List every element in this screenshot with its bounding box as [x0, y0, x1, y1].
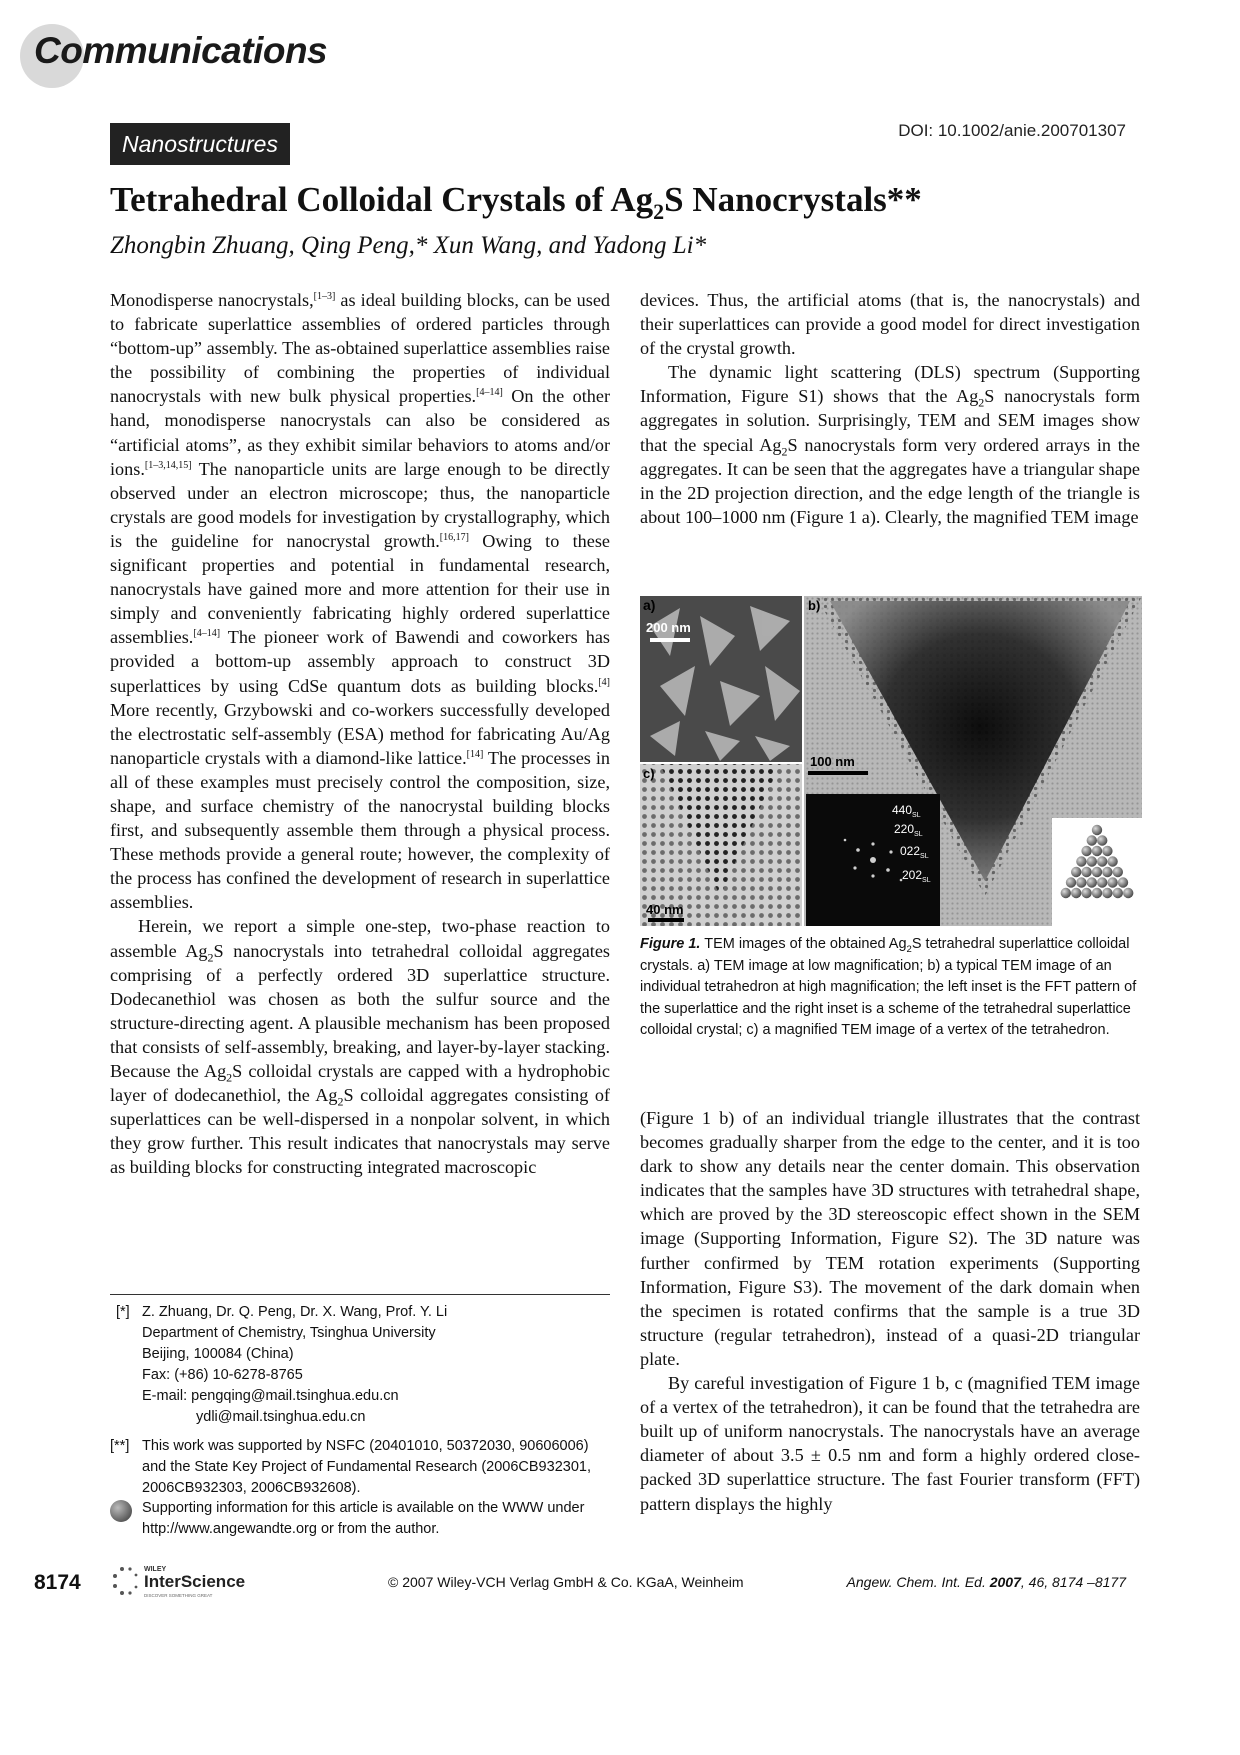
panel-c-scale-label: 40 nm: [646, 902, 684, 917]
svg-text:WILEY: WILEY: [144, 1566, 167, 1573]
footnote-mark: [**]: [110, 1438, 130, 1454]
scheme-sphere: [1113, 888, 1123, 898]
section-heading: Communications: [34, 30, 328, 71]
topic-tag: Nanostructures: [110, 123, 290, 165]
paragraph: (Figure 1 b) of an individual triangle illustrates that the contrast becomes gradually sharper from the edge to the center, and it is too dark to show any details near the center domain. This observation indicates that the samples have 3D structures with tetrahedral shape, which are proved by the 3D stereoscopic effect shown in the SEM image (Supporting Information, Figure S2). The 3D nature was further confirmed by TEM rotation experiments (Supporting Information, Figure S3). The movement of the dark domain when the specimen is rotated confirms that the sample is a true 3D structure (regular tetrahedron), instead of a quasi-2D triangular plate.: [640, 1108, 1140, 1369]
body-column-right-top: [640, 288, 1140, 529]
doi[interactable]: DOI: 10.1002/anie.200701307: [898, 121, 1126, 140]
article-title: Tetrahedral Colloidal Crystals of $Ag_2S$ Nanocrystals**: [110, 180, 922, 224]
panel-c-scale-bar: [648, 918, 684, 922]
panel-a-scale-bar: [650, 638, 690, 642]
paragraph: devices. Thus, the artificial atoms (that is, the nanocrystals) and their superlattices can provide a good model for direct investigation of the crystal growth.: [640, 290, 1140, 359]
paragraph: The dynamic light scattering (DLS) spectrum (Supporting Information, Figure S1) shows that the $Ag_2S$ nanocrystals form aggregates in solution. Surprisingly, TEM and SEM images show that the special $Ag_2S$ nanocrystals form very ordered arrays in the aggregates. It can be seen that the aggregates have a triangular shape in the 2D projection direction, and the edge length of the triangle is about 100–1000 nm (Figure 1 a). Clearly, the magnified TEM image: [640, 362, 1140, 527]
scheme-sphere: [1092, 867, 1102, 877]
footnote-supporting-info: Supporting information for this article is available on the WWW under http://www.angewandte.org or from the author.: [142, 1500, 585, 1537]
panel-b-label: b): [808, 598, 821, 613]
panel-a-scale-label: 200 nm: [646, 620, 691, 635]
scheme-sphere: [1066, 877, 1076, 887]
journal-citation: Angew. Chem. Int. Ed. 2007, 46, 8174 –8177: [846, 1574, 1126, 1590]
scheme-sphere: [1107, 856, 1117, 866]
scheme-sphere: [1097, 835, 1107, 845]
panel-b-scale-bar: [808, 771, 868, 775]
scheme-sphere: [1102, 888, 1112, 898]
figure-1: [640, 596, 1142, 926]
author-list: Zhongbin Zhuang, Qing Peng,* Xun Wang, and Yadong Li*: [110, 232, 707, 259]
paragraph: Herein, we report a simple one-step, two-phase reaction to assemble $Ag_2S$ nanocrystals into tetrahedral colloidal aggregates comprising of a perfectly ordered 3D superlattice structure. Dodecanethiol was chosen as both the sulfur source and the structure-directing agent. A plausible mechanism has been proposed that consists of self-assembly, breaking, and layer-by-layer stacking. Because the $Ag_2S$ colloidal crystals are capped with a hydrophobic layer of dodecanethiol, the $Ag_2S$ colloidal aggregates consisting of superlattices can be well-dispersed in a nonpolar solvent, in which they grow further. This result indicates that nanocrystals may serve as building blocks for constructing integrated macroscopic: [110, 916, 610, 1178]
supporting-info-icon: [110, 1500, 132, 1522]
svg-text:220SL: $220_{SL}$: [894, 822, 923, 838]
svg-text:DISCOVER SOMETHING GREAT: DISCOVER SOMETHING GREAT: [144, 1593, 213, 1598]
paragraph: Monodisperse nanocrystals,[1–3] as ideal building blocks, can be used to fabricate superlattice assemblies of ordered particles through “bottom-up” assembly. The as-obtained superlattice assemblies raise the possibility of combining the properties of individual nanocrystals with new bulk physical properties.[4–14] On the other hand, monodisperse nanocrystals can also be considered as “artificial atoms”, as they exhibit similar behaviors to atoms and/or ions.[1–3,14,15] The nanoparticle units are large enough to be directly observed under an electron microscope; thus, the nanoparticle crystals are good models for investigation by crystallography, which is the guideline for nanocrystal growth.[16,17] Owing to these significant properties and potential in fundamental research, nanocrystals have gained more and more attention for their use in simply and conveniently fabricating highly ordered superlattice assemblies.[4–14] The pioneer work of Bawendi and coworkers has provided a bottom-up assembly approach to construct 3D superlattices by using CdSe quantum dots as building blocks.[4] More recently, Grzybowski and co-workers successfully developed the electrostatic self-assembly (ESA) method for fabricating Au/Ag nanoparticle crystals with a diamond-like lattice.[14] The processes in all of these examples must precisely control the composition, size, shape, and surface chemistry of the nanocrystal building blocks first, and subsequently assemble them through a physical process. These methods provide a general route; however, the complexity of the process has confined the development of research in superlattice assemblies.: [110, 290, 610, 913]
scheme-sphere: [1102, 867, 1112, 877]
svg-text:InterScience: InterScience: [144, 1572, 246, 1591]
panel-a-label: a): [643, 597, 656, 613]
page-number: 8174: [34, 1571, 81, 1594]
scheme-sphere: [1071, 867, 1081, 877]
svg-text:440SL: $440_{SL}$: [892, 803, 921, 819]
figure-caption: Figure 1. TEM images of the obtained $Ag_2S$ tetrahedral superlattice colloidal crystals. a) TEM image at low magnification; b) a typical TEM image of an individual tetrahedron at high magnification; the left inset is the FFT pattern of the superlattice and the right inset is a scheme of the tetrahedral superlattice colloidal crystal; c) a magnified TEM image of a vertex of the tetrahedron.: [640, 936, 1137, 1038]
body-column-right-bottom: [640, 1106, 1140, 1516]
footnote-affiliation: [*] Z. Zhuang, Dr. Q. Peng, Dr. X. Wang, Prof. Y. Li Department of Chemistry, Tsinghua University Beijing, 100084 (China) Fax: (+86) 10-6278-8765 E-mail: pengqing@mail.tsinghua.edu.cn ydli@mail.tsinghua.edu.cn: [116, 1304, 448, 1425]
scheme-sphere: [1097, 856, 1107, 866]
panel-c-label: c): [643, 766, 655, 781]
scheme-sphere: [1076, 877, 1086, 887]
scheme-sphere: [1081, 846, 1091, 856]
logo-dots-icon: [113, 1567, 137, 1595]
footnote-mark: [*]: [116, 1304, 130, 1320]
svg-text:202SL: $202_{SL}$: [902, 868, 931, 884]
scheme-sphere: [1092, 846, 1102, 856]
scheme-sphere: [1113, 867, 1123, 877]
scheme-sphere: [1118, 877, 1128, 887]
fft-inset: [806, 794, 940, 926]
tetrahedron-scheme-inset: [1052, 818, 1142, 926]
svg-text:022SL: $022_{SL}$: [900, 844, 929, 860]
footnote-rule: [110, 1294, 610, 1295]
scheme-sphere: [1061, 888, 1071, 898]
scheme-sphere: [1092, 888, 1102, 898]
scheme-sphere: [1087, 835, 1097, 845]
scheme-sphere: [1081, 867, 1091, 877]
interscience-logo: [110, 1561, 280, 1606]
panel-b-scale-label: 100 nm: [810, 754, 855, 769]
scheme-sphere: [1102, 846, 1112, 856]
scheme-sphere: [1087, 877, 1097, 887]
copyright: © 2007 Wiley-VCH Verlag GmbH & Co. KGaA, Weinheim: [388, 1574, 744, 1590]
scheme-sphere: [1092, 825, 1102, 835]
scheme-sphere: [1097, 877, 1107, 887]
scheme-sphere: [1123, 888, 1133, 898]
scheme-sphere: [1071, 888, 1081, 898]
paragraph: By careful investigation of Figure 1 b, c (magnified TEM image of a vertex of the tetrahedron), it can be found that the tetrahedra are built up of uniform nanocrystals. The nanocrystals have an average diameter of about 3.5 ± 0.5 nm and form a highly ordered close-packed 3D superlattice structure. The fast Fourier transform (FFT) pattern displays the highly: [640, 1373, 1140, 1514]
scheme-sphere: [1107, 877, 1117, 887]
footnote-funding: [**] This work was supported by NSFC (20401010, 50372030, 90606006) and the State Key Project of Fundamental Research (2006CB932301, 2006CB932303, 2006CB932608).: [110, 1438, 591, 1496]
scheme-sphere: [1076, 856, 1086, 866]
scheme-sphere: [1081, 888, 1091, 898]
scheme-sphere: [1087, 856, 1097, 866]
body-column-left: [110, 288, 610, 1179]
